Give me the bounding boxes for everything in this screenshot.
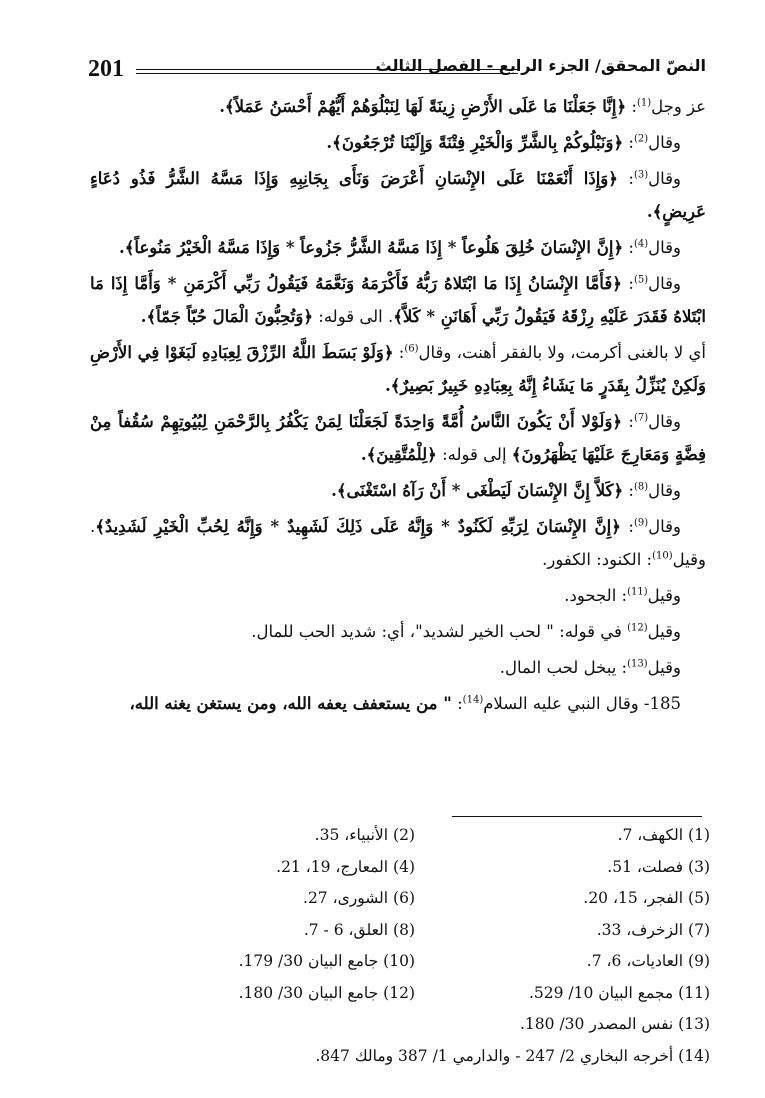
quran-verse: ﴿إِنَّا جَعَلْنَا مَا عَلَى الأَرْضِ زِينَةً لَهَا لِنَبْلُوَهُمْ أَيُّهُمْ أَحْسَنُ عَمَلاً﴾. [219, 97, 627, 116]
footnote-item: (3) فصلت، 51. [607, 857, 710, 876]
paragraph: عز وجل$^{(1)}$: ﴿إِنَّا جَعَلْنَا مَا عَلَى الأَرْضِ زِينَةً لَهَا لِنَبْلُوَهُمْ أَيُّهُمْ أَحْسَنُ عَمَلاً﴾. [219, 97, 706, 116]
quran-verse: ﴿وَتُحِبُّونَ الْمَالَ حُبّاً جَمّاً﴾. [140, 307, 314, 326]
paragraph: وقال$^{(7)}$: ﴿وَلَوْلا أَنْ يَكُونَ النَّاسُ أُمَّةً وَاحِدَةً لَجَعَلْنَا لِمَنْ يَكْفُرُ بِالرَّحْمَنِ لِبُيُوتِهِمْ سُقُفاً مِنْ فِضَّةٍ وَمَعَارِجَ عَلَيْهَا يَظْهَرُونَ﴾ إلى قوله: ﴿لِلْمُتَّقِينَ﴾. [90, 412, 706, 464]
quran-verse: ﴿كَلاَّ إِنَّ الإِنْسَانَ لَيَطْغَى * أَنْ رَآهُ اسْتَغْنَى﴾. [331, 481, 624, 500]
footnote-ref[interactable]: (2) [633, 133, 649, 145]
footnote-ref[interactable]: (1) [636, 97, 652, 109]
footnote-item: (2) الأنبياء، 35. [314, 826, 415, 844]
page-number: 201 [88, 56, 124, 82]
paragraph: وقيل$^{(12)}$ في قوله: " لحب الخير لشديد"، أي: شديد الحب للمال. [251, 622, 681, 641]
footnote-item: (5) الفجر، 15، 20. [583, 889, 710, 907]
quran-verse: ﴿فَأَمَّا الإِنْسَانُ إِذَا مَا ابْتَلاهُ رَبُّهُ فَأَكْرَمَهُ وَنَعَّمَهُ فَيَقُولُ رَبِّي أَكْرَمَنِ * وَأَمَّا إِذَا مَا ابْتَلاهُ فَقَدَرَ عَلَيْهِ رِزْقَهُ فَيَقُولُ رَبِّي أَهَانَنِ * كَلاَّ﴾ [90, 274, 706, 326]
quran-verse: ﴿وَنَبْلُوكُمْ بِالشَّرِّ وَالْخَيْرِ فِتْنَةً وَإِلَيْنَا تُرْجَعُونَ﴾. [326, 133, 624, 152]
paragraph: 185- وقال النبي عليه السلام$^{(14)}$: " من يستعفف يعفه الله، ومن يستغن يغنه الله، [129, 694, 681, 713]
footnote-ref[interactable]: (11) [627, 586, 648, 598]
paragraph: وقال$^{(8)}$: ﴿كَلاَّ إِنَّ الإِنْسَانَ لَيَطْغَى * أَنْ رَآهُ اسْتَغْنَى﴾. [331, 481, 681, 500]
footnote-ref[interactable]: (10) [652, 550, 673, 562]
footnote-ref[interactable]: (6) [404, 343, 419, 355]
paragraph: أي لا بالغنى أكرمت، ولا بالفقر أهنت، وقال$^{(6)}$: ﴿وَلَوْ بَسَطَ اللَّهُ الرِّزْقَ لِعِبَادِهِ لَبَغَوْا فِي الأَرْضِ وَلَكِنْ يُنَزِّلُ بِقَدَرٍ مَا يَشَاءُ إِنَّهُ بِعِبَادِهِ خَبِيرٌ بَصِيرٌ﴾. [90, 343, 707, 395]
footnote-separator [452, 816, 702, 817]
running-header [88, 50, 706, 90]
footnote-item: (1) الكهف، 7. [617, 826, 710, 844]
footnote-ref[interactable]: (4) [633, 238, 649, 250]
footnote-ref[interactable]: (3) [633, 169, 649, 181]
header-title: النصّ المحقق/ الجزء الرابع - الفصل الثالث [375, 56, 706, 75]
paragraph: وقيل$^{(11)}$: الجحود. [564, 586, 681, 605]
paragraph: وقال$^{(5)}$: ﴿فَأَمَّا الإِنْسَانُ إِذَا مَا ابْتَلاهُ رَبُّهُ فَأَكْرَمَهُ وَنَعَّمَهُ فَيَقُولُ رَبِّي أَكْرَمَنِ * وَأَمَّا إِذَا مَا ابْتَلاهُ فَقَدَرَ عَلَيْهِ رِزْقَهُ فَيَقُولُ رَبِّي أَهَانَنِ * كَلاَّ﴾. الى قوله: ﴿وَتُحِبُّونَ الْمَالَ حُبّاً جَمّاً﴾. [90, 274, 706, 326]
footnote-ref[interactable]: (12) [627, 622, 648, 634]
footnote-item: (4) المعارج، 19، 21. [276, 857, 415, 876]
quran-verse: ﴿لِلْمُتَّقِينَ﴾. [360, 445, 437, 464]
hadith-text: " من يستعفف يعفه الله، ومن يستغن يغنه الله، [129, 694, 452, 713]
quran-verse: ﴿وَإِذَا أَنْعَمْنَا عَلَى الإِنْسَانِ أَعْرَضَ وَنَأَى بِجَانِبِهِ وَإِذَا مَسَّهُ الشَّرُّ فَذُو دُعَاءٍ عَرِيضٍ﴾. [90, 169, 706, 221]
quran-verse: ﴿إِنَّ الإِنْسَانَ خُلِقَ هَلُوعاً * إِذَا مَسَّهُ الشَّرُّ جَزُوعاً * وَإِذَا مَسَّهُ الْخَيْرُ مَنُوعاً﴾. [119, 238, 624, 257]
paragraph: وقال$^{(9)}$: ﴿إِنَّ الإِنْسَانَ لِرَبِّهِ لَكَنُودٌ * وَإِنَّهُ عَلَى ذَلِكَ لَشَهِيدٌ * وَإِنَّهُ لِحُبِّ الْخَيْرِ لَشَدِيدٌ﴾. وقيل$^{(10)}$: الكنود: الكفور. [90, 517, 706, 569]
footnote-item: (14) أخرجه البخاري 2/ 247 - والدارمي 1/ 387 ومالك 847. [315, 1046, 710, 1065]
footnote-ref[interactable]: (5) [633, 274, 649, 286]
footnote-item: (13) نفس المصدر 30/ 180. [519, 1015, 710, 1033]
footnote-ref[interactable]: (14) [462, 694, 484, 706]
paragraph: وقال$^{(3)}$: ﴿وَإِذَا أَنْعَمْنَا عَلَى الإِنْسَانِ أَعْرَضَ وَنَأَى بِجَانِبِهِ وَإِذَا مَسَّهُ الشَّرُّ فَذُو دُعَاءٍ عَرِيضٍ﴾. [90, 169, 706, 221]
footnote-grid [120, 820, 710, 1009]
footnote-item: (10) جامع البيان 30/ 179. [238, 952, 415, 970]
footnote-ref[interactable]: (7) [633, 412, 649, 424]
quran-verse: ﴿وَلَوْلا أَنْ يَكُونَ النَّاسُ أُمَّةً وَاحِدَةً لَجَعَلْنَا لِمَنْ يَكْفُرُ بِالرَّحْمَنِ لِبُيُوتِهِمْ سُقُفاً مِنْ فِضَّةٍ وَمَعَارِجَ عَلَيْهَا يَظْهَرُونَ﴾ [90, 412, 706, 464]
footnote-ref[interactable]: (9) [633, 517, 649, 529]
footnote-item: (12) جامع البيان 30/ 180. [238, 983, 415, 1002]
footnote-item: (8) العلق، 6 - 7. [303, 920, 415, 939]
footnote-item: (9) العاديات، 6، 7. [586, 952, 710, 970]
main-text [90, 90, 706, 723]
footnote-ref[interactable]: (8) [633, 481, 649, 493]
footnote-item: (11) مجمع البيان 10/ 529. [528, 983, 710, 1002]
quran-verse: ﴿إِنَّ الإِنْسَانَ لِرَبِّهِ لَكَنُودٌ * وَإِنَّهُ عَلَى ذَلِكَ لَشَهِيدٌ * وَإِنَّهُ لِحُبِّ الْخَيْرِ لَشَدِيدٌ﴾ [95, 517, 621, 536]
paragraph: وقيل$^{(13)}$: يبخل لحب المال. [499, 658, 681, 677]
footnote-item: (7) الزخرف، 33. [596, 920, 710, 939]
footnote-ref[interactable]: (13) [627, 658, 648, 670]
paragraph: وقال$^{(2)}$: ﴿وَنَبْلُوكُمْ بِالشَّرِّ وَالْخَيْرِ فِتْنَةً وَإِلَيْنَا تُرْجَعُونَ﴾. [326, 133, 681, 152]
footnotes [120, 820, 710, 1072]
footnote-item: (6) الشورى، 27. [303, 889, 415, 907]
quran-verse: ﴿وَلَوْ بَسَطَ اللَّهُ الرِّزْقَ لِعِبَادِهِ لَبَغَوْا فِي الأَرْضِ وَلَكِنْ يُنَزِّلُ بِقَدَرٍ مَا يَشَاءُ إِنَّهُ بِعِبَادِهِ خَبِيرٌ بَصِيرٌ﴾. [90, 343, 706, 395]
paragraph: وقال$^{(4)}$: ﴿إِنَّ الإِنْسَانَ خُلِقَ هَلُوعاً * إِذَا مَسَّهُ الشَّرُّ جَزُوعاً * وَإِذَا مَسَّهُ الْخَيْرُ مَنُوعاً﴾. [119, 238, 681, 257]
